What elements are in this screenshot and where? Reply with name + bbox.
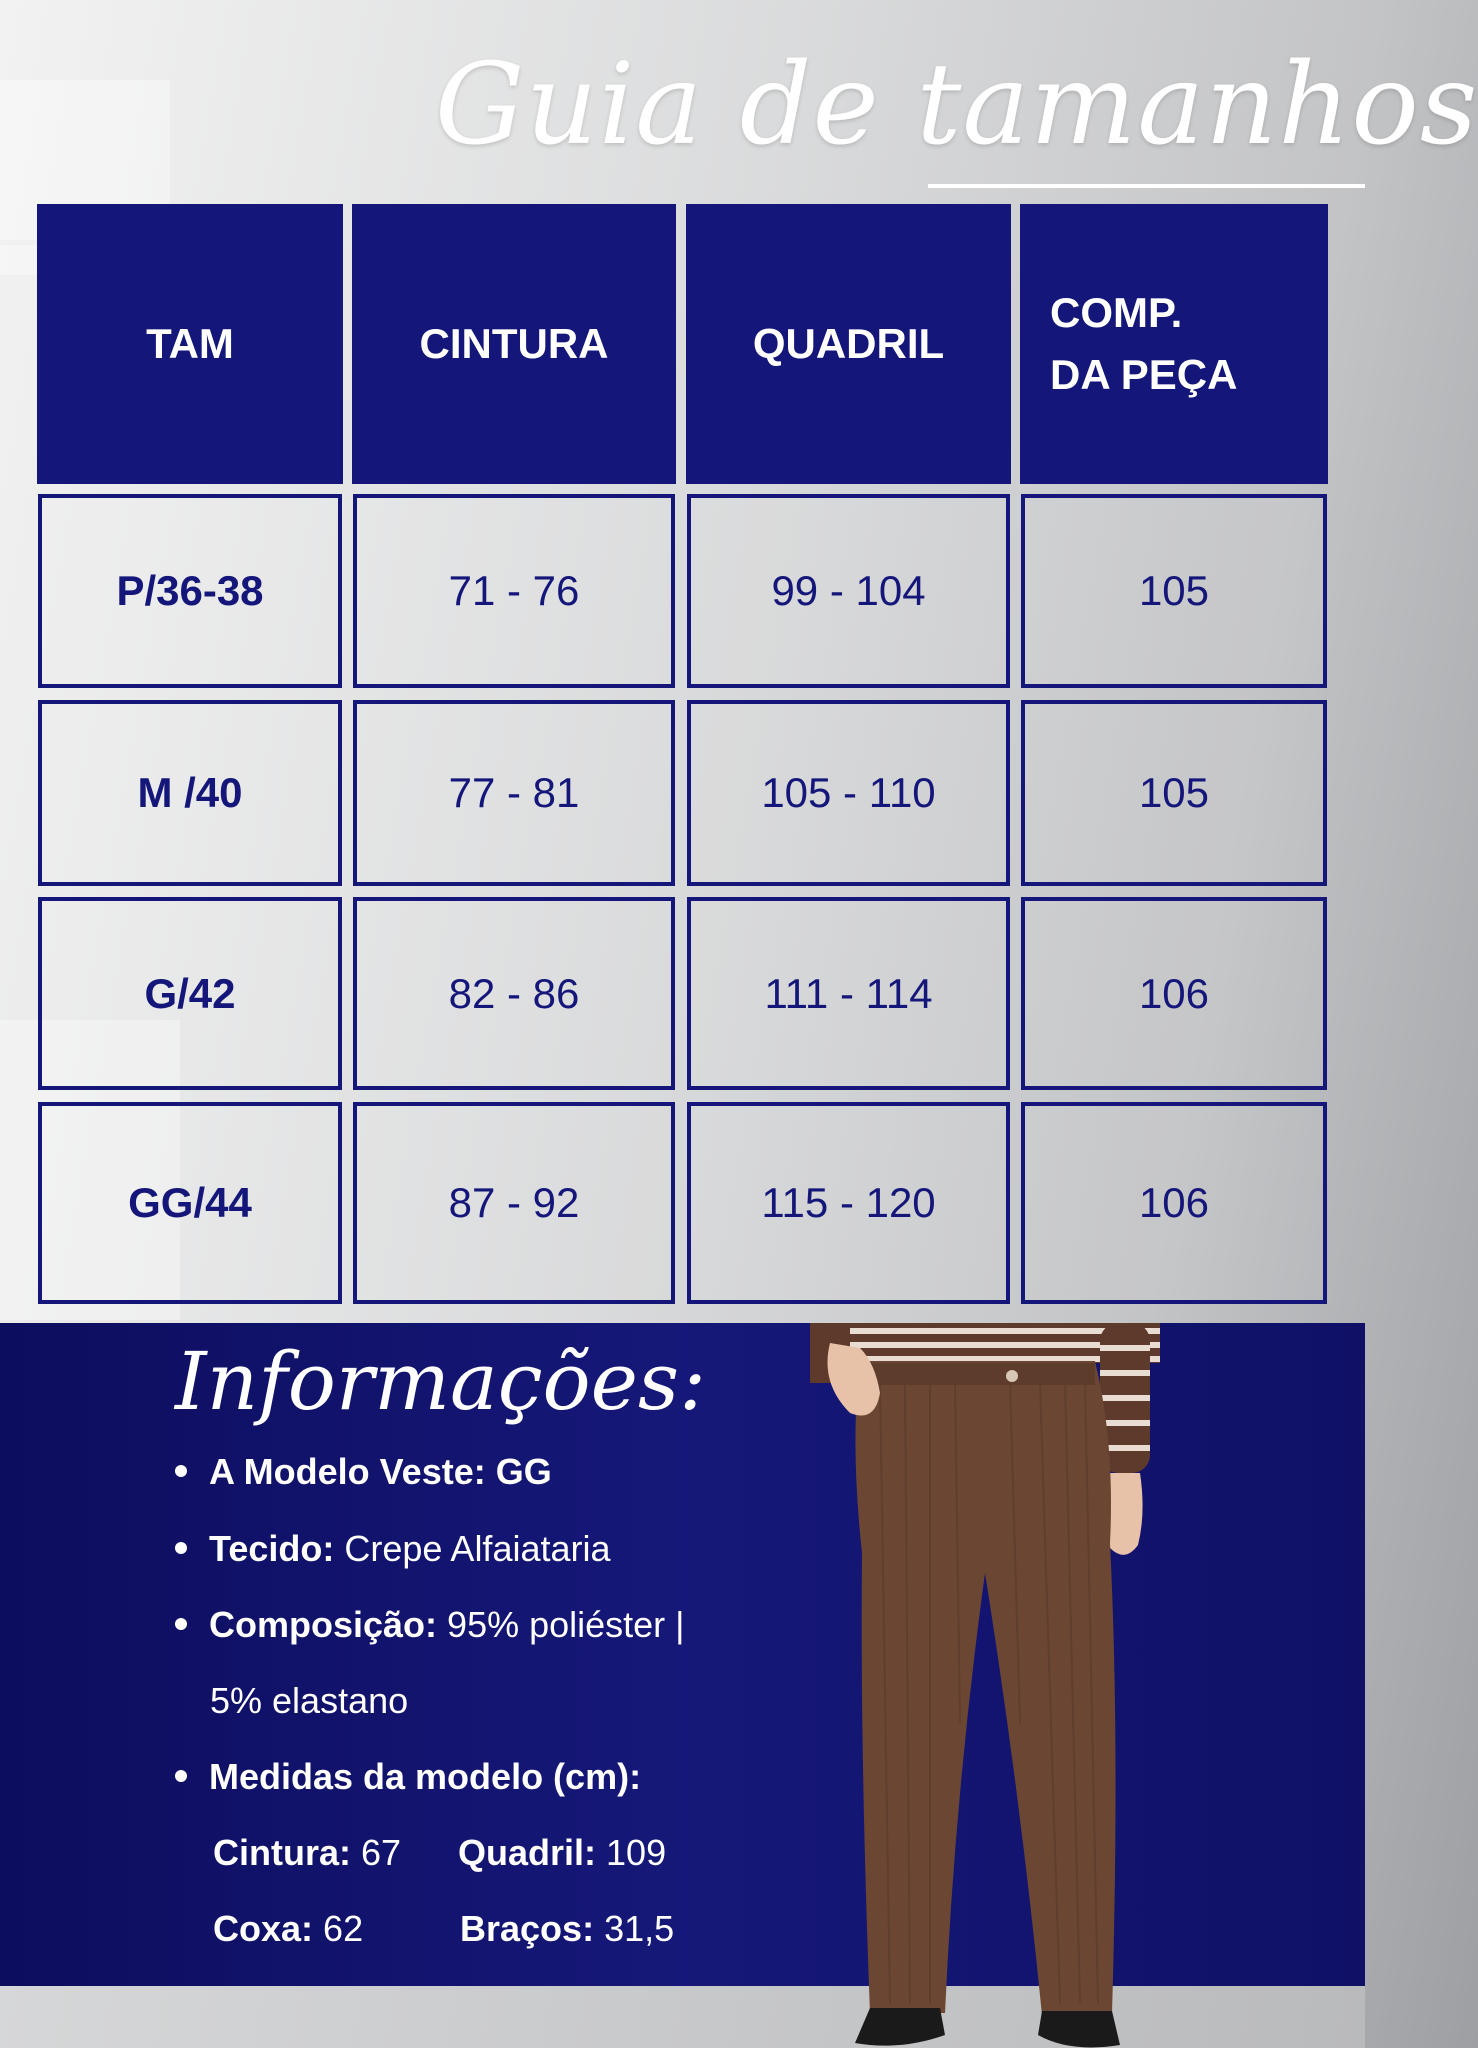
- measure-label: Braços:: [460, 1908, 595, 1949]
- info-label: Tecido:: [209, 1528, 335, 1569]
- table-cell-comprimento: 106: [1021, 1102, 1327, 1304]
- table-cell-quadril: 111 - 114: [687, 897, 1010, 1090]
- info-value: 5% elastano: [210, 1680, 409, 1721]
- table-cell-comprimento: 106: [1021, 897, 1327, 1090]
- bullet-icon: [175, 1770, 187, 1782]
- table-cell-cintura: 82 - 86: [353, 897, 675, 1090]
- info-item-composicao: [175, 1604, 685, 1646]
- measure-quadril: [458, 1832, 666, 1874]
- info-label: A Modelo Veste:: [209, 1451, 486, 1492]
- table-cell-quadril: 105 - 110: [687, 700, 1010, 886]
- bullet-icon: [175, 1465, 187, 1477]
- measure-coxa: [213, 1908, 363, 1950]
- table-cell-cintura: 71 - 76: [353, 494, 675, 688]
- info-item-composicao-cont: [210, 1680, 408, 1722]
- header-cell-comprimento: COMP. DA PEÇA: [1020, 204, 1328, 484]
- info-value: 95% poliéster |: [447, 1604, 685, 1645]
- table-cell-quadril: 115 - 120: [687, 1102, 1010, 1304]
- measure-value: 62: [323, 1908, 364, 1949]
- table-cell-size: GG/44: [38, 1102, 342, 1304]
- measure-value: 109: [606, 1832, 667, 1873]
- page-title: Guia de tamanhos: [435, 40, 1478, 170]
- info-item-modelo: [175, 1451, 552, 1493]
- info-value: GG: [495, 1451, 552, 1492]
- measure-bracos: [460, 1908, 674, 1950]
- table-cell-comprimento: 105: [1021, 494, 1327, 688]
- table-cell-quadril: 99 - 104: [687, 494, 1010, 688]
- measure-label: Coxa:: [213, 1908, 314, 1949]
- info-title: Informações:: [175, 1335, 707, 1428]
- table-cell-size: M /40: [38, 700, 342, 886]
- bullet-icon: [175, 1542, 187, 1554]
- measure-label: Cintura:: [213, 1832, 351, 1873]
- measure-value: 31,5: [604, 1908, 675, 1949]
- info-item-tecido: [175, 1528, 611, 1570]
- info-label: Composição:: [209, 1604, 438, 1645]
- measure-value: 67: [361, 1832, 402, 1873]
- header-cell-cintura: CINTURA: [352, 204, 676, 484]
- table-cell-cintura: 87 - 92: [353, 1102, 675, 1304]
- table-cell-comprimento: 105: [1021, 700, 1327, 886]
- info-item-medidas: [175, 1756, 641, 1798]
- model-photo: [780, 1323, 1200, 2048]
- header-cell-quadril: QUADRIL: [686, 204, 1011, 484]
- bullet-icon: [175, 1618, 187, 1630]
- table-cell-size: P/36-38: [38, 494, 342, 688]
- table-cell-cintura: 77 - 81: [353, 700, 675, 886]
- header-cell-tam: TAM: [37, 204, 343, 484]
- background-shape: [0, 245, 40, 275]
- measure-cintura: [213, 1832, 401, 1874]
- table-cell-size: G/42: [38, 897, 342, 1090]
- info-value: Crepe Alfaiataria: [344, 1528, 611, 1569]
- title-underline: [928, 184, 1365, 188]
- measure-label: Quadril:: [458, 1832, 597, 1873]
- info-label: Medidas da modelo (cm):: [209, 1756, 642, 1797]
